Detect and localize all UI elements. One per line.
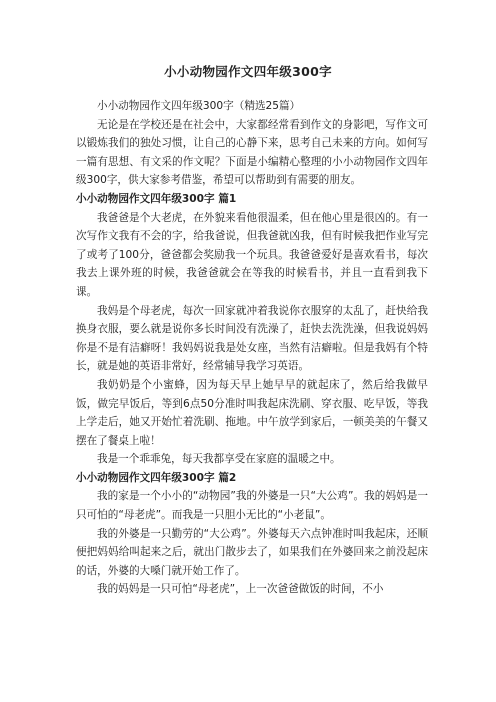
- section-2-paragraph-1: 我的家是一个小小的“动物园”我的外婆是一只“大公鸡”。我的妈妈是一只可怕的“母老虎”。而我是一只胆小无比的“小老鼠”。: [76, 490, 428, 522]
- section-2-paragraph-3: 我的妈妈是一只可怕“母老虎”，上一次爸爸做饭的时间，不小: [97, 583, 384, 596]
- section-heading-2: 小小动物园作文四年级300字 篇2: [76, 471, 237, 484]
- intro-paragraph: 无论是在学校还是在社会中，大家都经常看到作文的身影吧，写作文可以锻炼我们的独处习惯，让自己的心静下来，思考自己未来的方向。如何写一篇有思想、有文采的作文呢？下面是小编精心整理的小小动物园作文四年级300字，供大家参考借鉴，希望可以帮助到有需要的朋友。: [76, 118, 428, 187]
- section-1-paragraph-1: 我爸爸是个大老虎，在外貌来看他很温柔，但在他心里是很凶的。有一次写作文我有不会的字，给我爸说，但我爸就凶我，但有时候我把作业写完了或考了100分，爸爸都会奖励我一个玩具。我爸爸爱好是喜欢看书，每次我去上课外班的时候，我爸爸就会在等我的时候看书，并且一直看到我下课。: [76, 211, 428, 298]
- section-1-paragraph-2: 我妈是个母老虎，每次一回家就冲着我说你衣服穿的太乱了，赶快给我换身衣服，要么就是说你多长时间没有洗澡了，赶快去洗洗澡，但我说妈妈你是不是有洁癖呀！我妈妈说我是处女座，当然有洁癖啦。但是我妈有个特长，就是她的英语非常好，经常辅导我学习英语。: [76, 304, 428, 373]
- section-1-paragraph-3: 我奶奶是个小蜜蜂，因为每天早上她早早的就起床了，然后给我做早饭，做完早饭后，等到6点50分准时叫我起床洗刷、穿衣服、吃早饭，等我上学走后，她又开始忙着洗刷、拖地。中午放学到家后，一顿美美的午餐又摆在了餐桌上啦！: [76, 378, 428, 447]
- section-heading-1: 小小动物园作文四年级300字 篇1: [76, 192, 237, 205]
- section-2-paragraph-2: 我的外婆是一只勤劳的“大公鸡”。外婆每天六点钟准时叫我起床，还顺便把妈妈给叫起来之后，就出门散步去了，如果我们在外婆回来之前没起床的话，外婆的大嗓门就开始工作了。: [76, 527, 428, 577]
- section-1-paragraph-4: 我是一个乖乖兔，每天我都享受在家庭的温暖之中。: [97, 453, 341, 466]
- document-title: 小小动物园作文四年级300字: [164, 64, 332, 79]
- document-body: [76, 97, 428, 599]
- intro-subtitle: 小小动物园作文四年级300字（精选25篇）: [97, 100, 301, 112]
